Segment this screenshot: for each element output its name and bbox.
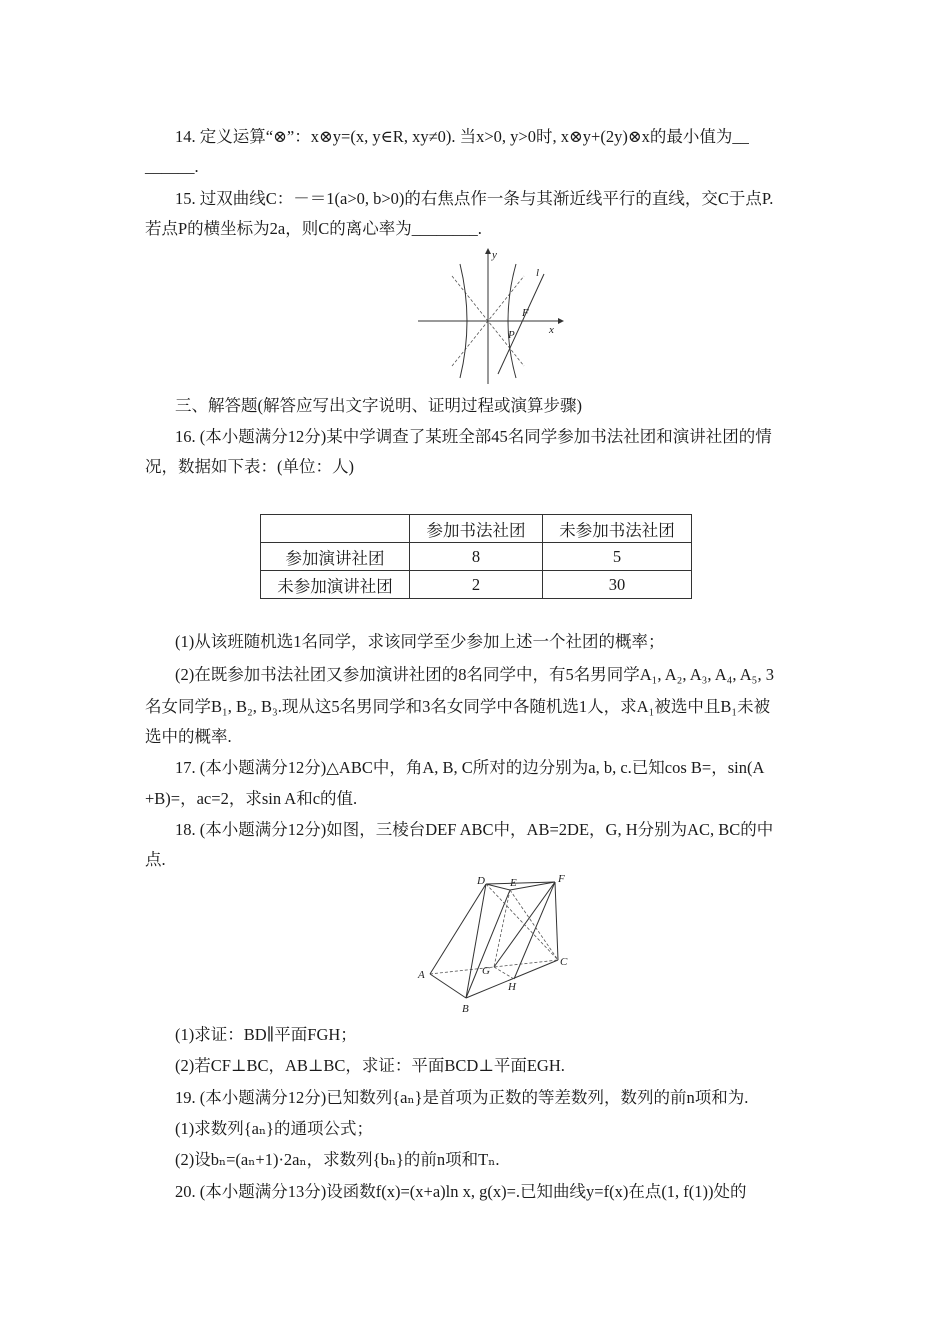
table-header-row — [261, 515, 692, 543]
fig2-label-H: H — [508, 981, 516, 993]
table-cell: 未参加演讲社团 — [261, 571, 410, 599]
q14-line2: ______. — [145, 157, 199, 176]
table-row — [261, 571, 692, 599]
q14-line1: 14. 定义运算“⊗”：x⊗y=(x, y∈R, xy≠0). 当x>0, y>0时, x⊗y+(2y)⊗x的最小值为__ — [175, 127, 749, 146]
table-cell: 8 — [410, 543, 543, 571]
q15-line1: 15. 过双曲线C：－＝1(a>0, b>0)的右焦点作一条与其渐近线平行的直线，交C于点P. — [175, 189, 774, 208]
fig2-label-C: C — [560, 956, 568, 968]
fig1-label-x: x — [549, 324, 554, 336]
table-row — [261, 543, 692, 571]
q18-part2: (2)若CF⊥BC，AB⊥BC，求证：平面BCD⊥平面EGH. — [175, 1056, 565, 1075]
fig2-label-F: F — [558, 873, 565, 885]
table-cell: 5 — [543, 543, 692, 571]
q19-part1: (1)求数列{aₙ}的通项公式； — [175, 1119, 374, 1138]
fig1-label-l: l — [536, 267, 540, 279]
q16-part1: (1)从该班随机选1名同学，求该同学至少参加上述一个社团的概率； — [175, 632, 665, 651]
table-cell: 参加演讲社团 — [261, 543, 410, 571]
table-cell: 2 — [410, 571, 543, 599]
q16-line2: 况，数据如下表：(单位：人) — [145, 457, 354, 476]
q18-line1: 18. (本小题满分12分)如图，三棱台DEF ABC中，AB=2DE，G, H分别为AC, BC的中 — [175, 820, 774, 839]
table-header-cell — [261, 515, 410, 543]
hyperbola-figure — [416, 246, 566, 386]
frustum-figure — [410, 870, 580, 1018]
fig2-label-E: E — [510, 877, 517, 889]
q20-line1: 20. (本小题满分13分)设函数f(x)=(x+a)ln x, g(x)=.已知曲线y=f(x)在点(1, f(1))处的 — [175, 1182, 747, 1201]
q19-part2: (2)设bₙ=(aₙ+1)·2aₙ，求数列{bₙ}的前n项和Tₙ. — [175, 1150, 500, 1169]
fig2-label-B: B — [462, 1003, 469, 1015]
q17-line2: +B)=，ac=2，求sin A和c的值. — [145, 789, 358, 808]
section-3-heading: 三、解答题(解答应写出文字说明、证明过程或演算步骤) — [175, 396, 582, 415]
q16-part2-line2: 名女同学B₁, B₂, B₃.现从这5名男同学和3名女同学中各随机选1人，求A₁被选中且B₁未被 — [145, 697, 771, 716]
q18-line2: 点. — [145, 850, 166, 869]
table-cell: 30 — [543, 571, 692, 599]
q19-line1: 19. (本小题满分12分)已知数列{aₙ}是首项为正数的等差数列，数列的前n项和为. — [175, 1088, 749, 1107]
fig2-label-D: D — [477, 875, 485, 887]
q15-line2: 若点P的横坐标为2a，则C的离心率为________. — [145, 219, 482, 238]
fig2-label-A: A — [418, 969, 425, 981]
q17-line1: 17. (本小题满分12分)△ABC中，角A, B, C所对的边分别为a, b, c.已知cos B=，sin(A — [175, 758, 765, 777]
table-header-cell: 参加书法社团 — [410, 515, 543, 543]
q18-part1: (1)求证：BD∥平面FGH； — [175, 1025, 357, 1044]
q16-part2-line3: 选中的概率. — [145, 727, 232, 746]
table-header-cell: 未参加书法社团 — [543, 515, 692, 543]
q16-line1: 16. (本小题满分12分)某中学调查了某班全部45名同学参加书法社团和演讲社团的情 — [175, 427, 772, 446]
fig1-label-y: y — [492, 249, 497, 261]
club-table — [260, 514, 692, 599]
fig2-label-G: G — [482, 965, 490, 977]
fig1-label-P: P — [508, 329, 515, 341]
q16-part2-line1: (2)在既参加书法社团又参加演讲社团的8名同学中，有5名男同学A₁, A₂, A₃, A₄, A₅, 3 — [175, 665, 774, 684]
fig1-label-F: F — [522, 307, 529, 319]
